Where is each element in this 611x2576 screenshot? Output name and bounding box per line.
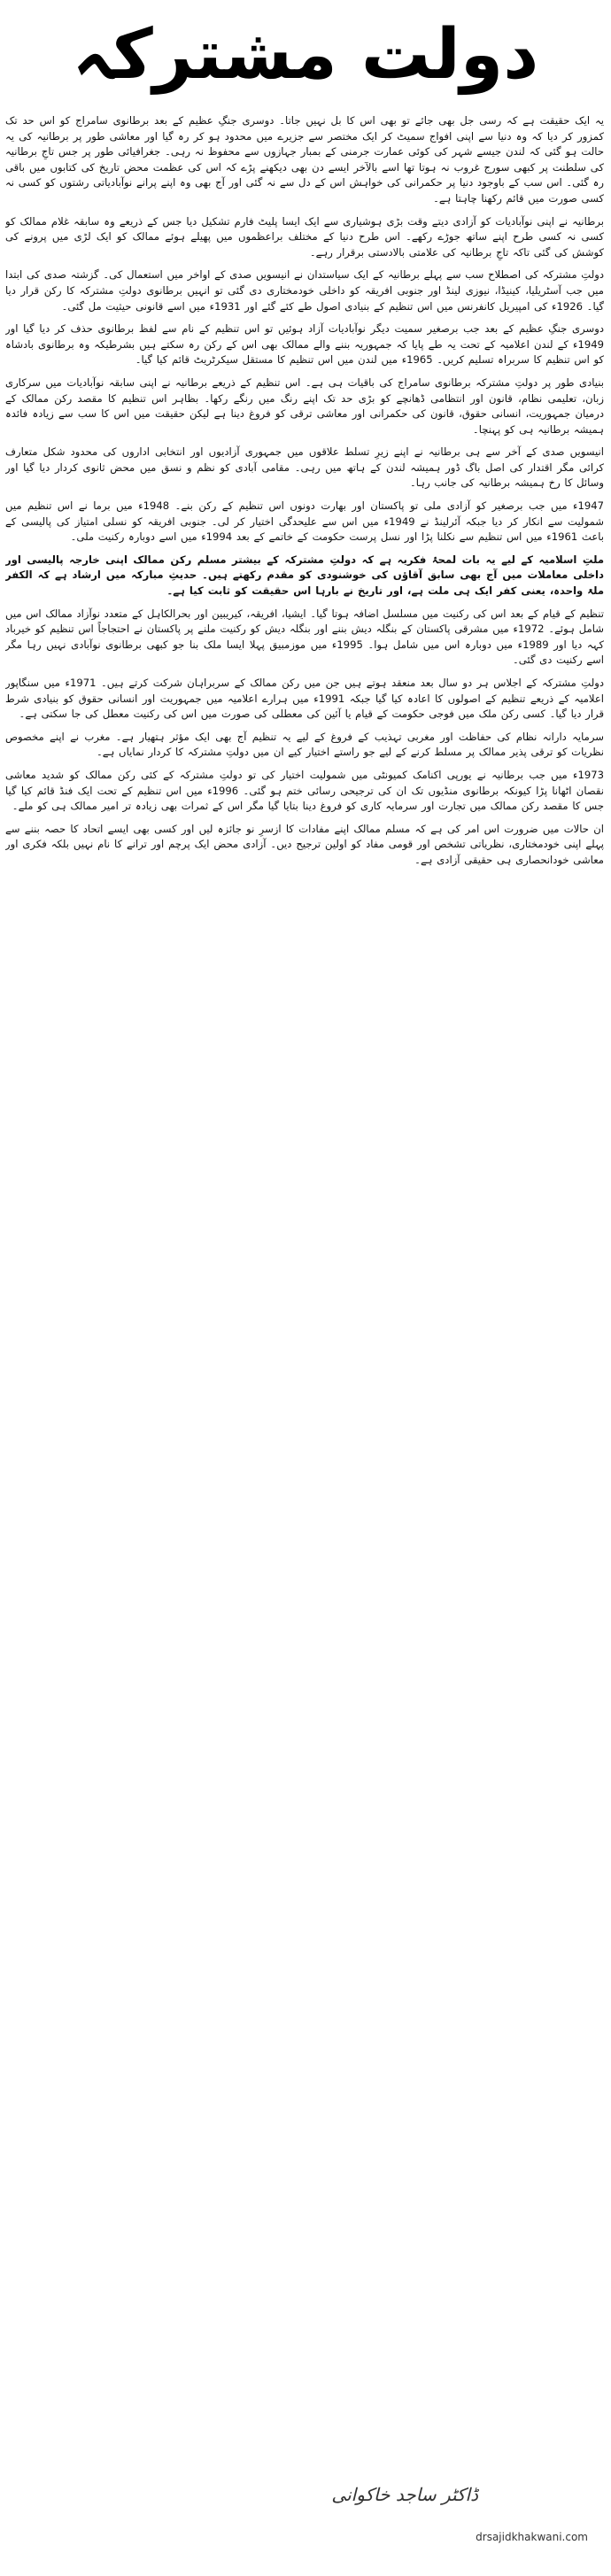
- article-paragraph: دوسری جنگِ عظیم کے بعد جب برصغیر سمیت دیگر نوآبادیات آزاد ہوئیں تو اس تنظیم کے نام سے لفظ برطانوی حذف کر دیا گیا اور 1949ء کے لندن اعلامیہ کے تحت یہ طے پایا کہ جمہوریہ بننے والے ممالک بھی اس کے رکن رہ سکتے ہیں بشرطیکہ وہ برطانوی بادشاہ کو اس تنظیم کا سربراہ تسلیم کریں۔ 1965ء میں لندن میں اس تنظیم کا مستقل سیکرٹریٹ قائم کیا گیا۔: [5, 322, 604, 367]
- article-paragraph: بنیادی طور پر دولتِ مشترکہ برطانوی سامراج کی باقیات ہی ہے۔ اس تنظیم کے ذریعے برطانیہ نے اپنی سابقہ نوآبادیات میں سرکاری زبان، تعلیمی نظام، قانون اور انتظامی ڈھانچے کو بڑی حد تک اپنے رنگ میں رنگے رکھا۔ بظاہر اس تنظیم کا مقصد رکن ممالک کے درمیان جمہوریت، انسانی حقوق، قانون کی حکمرانی اور معاشی ترقی کو فروغ دینا ہے لیکن حقیقت میں اس کا سب سے زیادہ فائدہ ہمیشہ برطانیہ ہی کو پہنچا۔: [5, 375, 604, 436]
- article-paragraph: یہ ایک حقیقت ہے کہ رسی جل بھی جائے تو بھی اس کا بل نہیں جاتا۔ دوسری جنگِ عظیم کے بعد برطانوی سامراج کو اس حد تک کمزور کر دیا کہ وہ دنیا سے اپنی افواج سمیٹ کر ایک مختصر سے جزیرے میں محدود ہو کر رہ گیا اور معاشی طور پر برطانیہ کی یہ حالت ہو گئی کہ لندن جیسے شہر کی کوئی عمارت جرمنی کے بمبار جہازوں سے محفوظ نہ رہی۔ جغرافیائی طور پر جس تاجِ برطانیہ کی سلطنت پر کبھی سورج غروب نہ ہوتا تھا اسے بالآخر ایسے دن بھی دیکھنے پڑے کہ اس کی عظمت محض تاریخ کی کتابوں میں باقی رہ گئی۔ اس سب کے باوجود دنیا پر حکمرانی کی خواہش اس کے دل سے نہ گئی اور آج بھی وہ اپنے پرانے نوآبادیاتی رشتوں کو کسی نہ کسی صورت میں قائم رکھنا چاہتا ہے۔: [5, 114, 604, 205]
- article-paragraph: تنظیم کے قیام کے بعد اس کی رکنیت میں مسلسل اضافہ ہوتا گیا۔ ایشیا، افریقہ، کیریبین اور بحرالکاہل کے متعدد نوآزاد ممالک اس میں شامل ہوئے۔ 1972ء میں مشرقی پاکستان کے بنگلہ دیش بننے اور بنگلہ دیش کو رکنیت ملنے پر پاکستان نے احتجاجاً اس تنظیم کو خیرباد کہہ دیا اور 1989ء میں دوبارہ اس میں شامل ہوا۔ 1995ء میں موزمبیق پہلا ایسا ملک بنا جو کبھی برطانوی نوآبادی نہیں رہا مگر اسے رکنیت دی گئی۔: [5, 607, 604, 667]
- article-paragraph: برطانیہ نے اپنی نوآبادیات کو آزادی دیتے وقت بڑی ہوشیاری سے ایک ایسا پلیٹ فارم تشکیل دیا جس کے ذریعے وہ سابقہ غلام ممالک کو کسی نہ کسی طرح اپنے ساتھ جوڑے رکھے۔ اس طرح دنیا کے مختلف براعظموں میں پھیلے ہوئے ممالک کو ایک لڑی میں پرونے کی کوشش کی گئی تاکہ تاجِ برطانیہ کی علامتی بالادستی برقرار رہے۔: [5, 214, 604, 259]
- article-body: [5, 113, 604, 2433]
- article-paragraph: 1973ء میں جب برطانیہ نے یورپی اکنامک کمیونٹی میں شمولیت اختیار کی تو دولتِ مشترکہ کے کئی رکن ممالک کو شدید معاشی نقصان اٹھانا پڑا کیونکہ برطانوی منڈیوں تک ان کی ترجیحی رسائی ختم ہو گئی۔ 1996ء میں اس تنظیم کے تحت ایک فنڈ قائم کیا گیا جس کا مقصد رکن ممالک میں تجارت اور سرمایہ کاری کو فروغ دینا بتایا گیا مگر اس کے ثمرات بھی زیادہ تر امیر ممالک ہی کو ملے۔: [5, 768, 604, 813]
- article-title: دولت مشترکہ: [72, 15, 539, 95]
- article-paragraph: ملتِ اسلامیہ کے لیے یہ بات لمحۂ فکریہ ہے کہ دولتِ مشترکہ کے بیشتر مسلم رکن ممالک اپنی خارجہ پالیسی اور داخلی معاملات میں آج بھی سابق آقاؤں کی خوشنودی کو مقدم رکھتے ہیں۔ حدیثِ مبارکہ میں ارشاد ہے کہ الکفر ملۃ واحدہ، یعنی کفر ایک ہی ملت ہے، اور تاریخ نے بارہا اس حقیقت کو ثابت کیا ہے۔: [5, 553, 604, 598]
- article-paragraph: دولتِ مشترکہ کی اصطلاح سب سے پہلے برطانیہ کے ایک سیاستدان نے انیسویں صدی کے اواخر میں استعمال کی۔ گزشتہ صدی کی ابتدا میں جب آسٹریلیا، کینیڈا، نیوزی لینڈ اور جنوبی افریقہ کو داخلی خودمختاری دی گئی تو انہیں برطانوی دولتِ مشترکہ کا رکن قرار دیا گیا۔ 1926ء کی امپیریل کانفرنس میں اس تنظیم کے بنیادی اصول طے کئے گئے اور 1931ء میں اسے قانونی حیثیت مل گئی۔: [5, 268, 604, 313]
- article-paragraph: سرمایہ دارانہ نظام کی حفاظت اور مغربی تہذیب کے فروغ کے لیے یہ تنظیم آج بھی ایک مؤثر ہتھیار ہے۔ مغرب نے اپنے مخصوص نظریات کو ترقی پذیر ممالک پر مسلط کرنے کے لیے جو راستے اختیار کیے ان میں دولتِ مشترکہ کا کردار نمایاں ہے۔: [5, 730, 604, 759]
- article-paragraph: ان حالات میں ضرورت اس امر کی ہے کہ مسلم ممالک اپنے مفادات کا ازسرِ نو جائزہ لیں اور کسی بھی ایسے اتحاد کا حصہ بننے سے پہلے اپنی خودمختاری، نظریاتی تشخص اور قومی مفاد کو اولین ترجیح دیں۔ آزادی محض ایک پرچم اور ترانے کا نام نہیں بلکہ فکری اور معاشی خودانحصاری ہی حقیقی آزادی ہے۔: [5, 822, 604, 866]
- article-paragraph: 1947ء میں جب برصغیر کو آزادی ملی تو پاکستان اور بھارت دونوں اس تنظیم کے رکن بنے۔ 1948ء میں برما نے اس تنظیم میں شمولیت سے انکار کر دیا جبکہ آئرلینڈ نے 1949ء میں اس سے علیحدگی اختیار کر لی۔ جنوبی افریقہ کو نسلی امتیاز کی پالیسی کے باعث 1961ء میں اس تنظیم سے نکلنا پڑا اور نسل پرست حکومت کے خاتمے کے بعد 1994ء میں اسے دوبارہ رکنیت ملی۔: [5, 499, 604, 544]
- author-website: drsajidkhakwani.com: [476, 2531, 588, 2543]
- author-signature: ڈاکٹر ساجد خاکوانی: [331, 2484, 478, 2505]
- article-paragraph: دولتِ مشترکہ کے اجلاس ہر دو سال بعد منعقد ہوتے ہیں جن میں رکن ممالک کے سربراہان شرکت کرتے ہیں۔ 1971ء میں سنگاپور اعلامیہ کے ذریعے تنظیم کے اصولوں کا اعادہ کیا گیا جبکہ 1991ء میں ہرارے اعلامیہ میں جمہوریت اور انسانی حقوق کو بنیادی شرط قرار دیا گیا۔ کسی رکن ملک میں فوجی حکومت کے قیام یا آئین کی معطلی کی صورت میں اس کی رکنیت معطل کی جا سکتی ہے۔: [5, 677, 604, 721]
- article-paragraph: انیسویں صدی کے آخر سے ہی برطانیہ نے اپنے زیرِ تسلط علاقوں میں جمہوری آزادیوں اور انتخابی اداروں کی محدود شکل متعارف کرائی مگر اقتدار کی اصل باگ ڈور ہمیشہ لندن کے ہاتھ میں رہی۔ مقامی آبادی کو نظم و نسق میں محض ثانوی کردار دیا گیا اور وسائل کا رخ ہمیشہ برطانیہ کی جانب رہا۔: [5, 445, 604, 490]
